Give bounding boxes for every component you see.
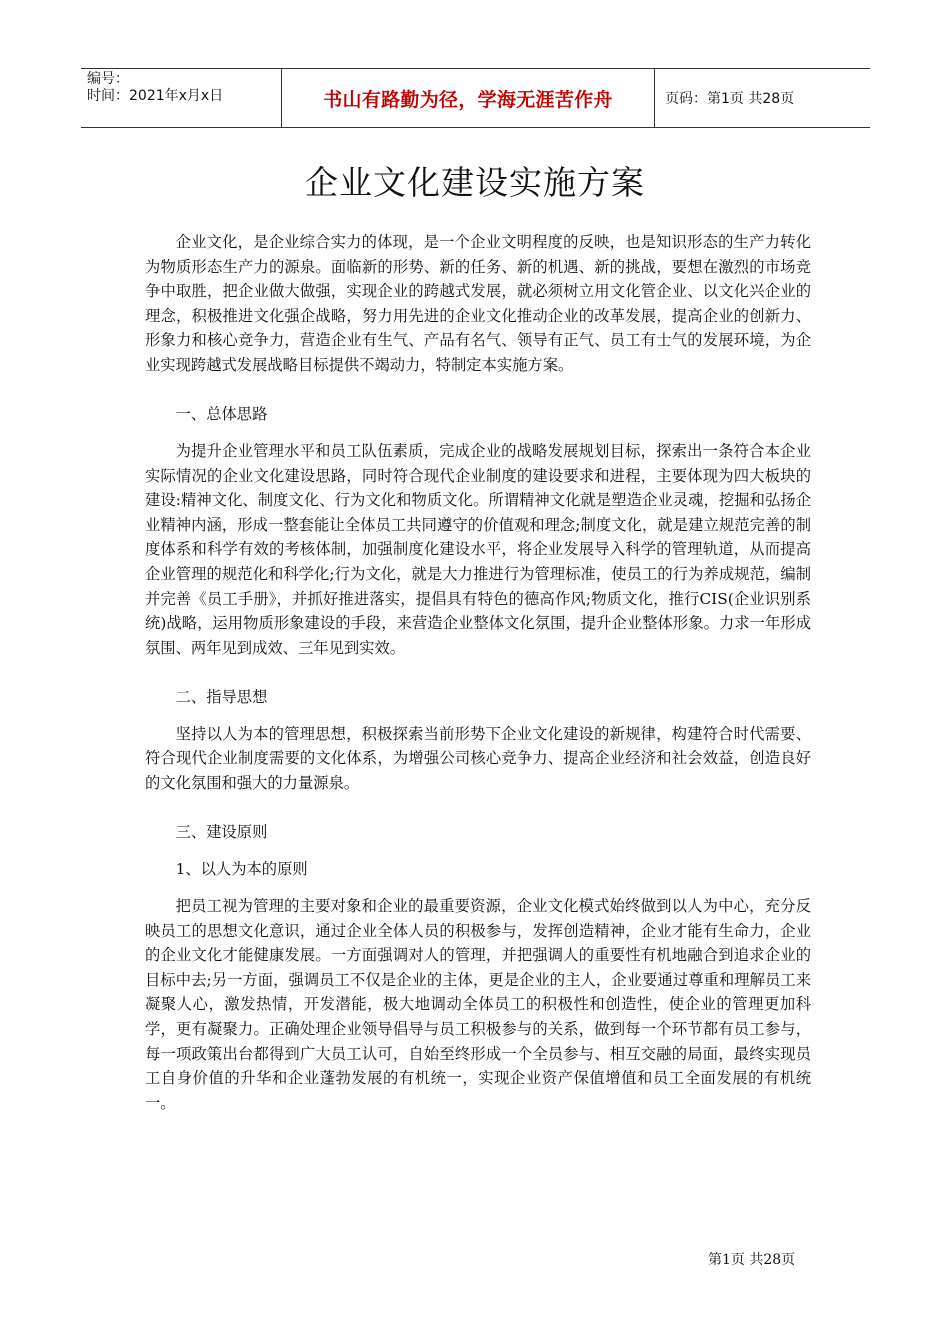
people-oriented-paragraph: 把员工视为管理的主要对象和企业的最重要资源，企业文化模式始终做到以人为中心，充分反映员工的思想文化意识，通过企业全体人员的积极参与，发挥创造精神，企业才能有生命力，企业的企业文化才能健康发展。一方面强调对人的管理，并把强调人的重要性有机地融合到追求企业的目标中去;另一方面，强调员工不仅是企业的主体，更是企业的主人，企业要通过尊重和理解员工来凝聚人心，激发热情，开发潜能，极大地调动全体员工的积极性和创造性，使企业的管理更加科学，更有凝聚力。正确处理企业领导倡导与员工积极参与的关系，做到每一个环节都有员工参与，每一项政策出台都得到广大员工认可，自始至终形成一个全员参与、相互交融的局面，最终实现员工自身价值的升华和企业蓬勃发展的有机统一，实现企业资产保值增值和员工全面发展的有机统一。 (145, 897, 811, 1112)
intro-paragraph: 企业文化，是企业综合实力的体现，是一个企业文明程度的反映，也是知识形态的生产力转化为物质形态生产力的源泉。面临新的形势、新的任务、新的机遇、新的挑战，要想在激烈的市场竞争中取胜，把企业做大做强，实现企业的跨越式发展，就必须树立用文化管企业、以文化兴企业的理念，积极推进文化强企战略，努力用先进的企业文化推动企业的改革发展，提高企业的创新力、形象力和核心竞争力，营造企业有生气、产品有名气、领导有正气、员工有士气的发展环境，为企业实现跨越式发展战略目标提供不竭动力，特制定本实施方案。 (145, 233, 811, 374)
header-motto: 书山有路勤为径，学海无涯苦作舟 (282, 69, 655, 127)
overall-approach-paragraph: 为提升企业管理水平和员工队伍素质，完成企业的战略发展规划目标，探索出一条符合本企业实际情况的企业文化建设思路，同时符合现代企业制度的建设要求和进程，主要体现为四大板块的建设:精神文化、制度文化、行为文化和物质文化。所谓精神文化就是塑造企业灵魂，挖掘和弘扬企业精神内涵，形成一整套能让全体员工共同遵守的价值观和理念;制度文化，就是建立规范完善的制度体系和科学有效的考核体制，加强制度化建设水平，将企业发展导入科学的管理轨道，从而提高企业管理的规范化和科学化;行为文化，就是大力推进行为管理标准，使员工的行为养成规范，编制并完善《员工手册》，并抓好推进落实，提倡具有特色的德高作风;物质文化，推行CIS(企业识别系统)战略，运用物质形象建设的手段，来营造企业整体文化氛围，提升企业整体形象。力求一年形成氛围、两年见到成效、三年见到实效。 (145, 442, 811, 657)
section-heading-overall-approach: 一、总体思路 (175, 405, 268, 424)
serial-number-label: 编号： (87, 71, 129, 87)
page-footer-number: 第1页 共28页 (708, 1252, 796, 1268)
section-heading-guiding-thought: 二、指导思想 (175, 687, 268, 706)
subsection-heading-people-oriented: 1、以人为本的原则 (175, 860, 308, 879)
page-header (81, 68, 870, 128)
section-heading-principles: 三、建设原则 (175, 823, 268, 842)
document-body (145, 230, 811, 1128)
guiding-thought-paragraph: 坚持以人为本的管理思想，积极探索当前形势下企业文化建设的新规律，构建符合时代需要、符合现代企业制度需要的文化体系，为增强公司核心竞争力、提高企业经济和社会效益，创造良好的文化氛围和强大的力量源泉。 (145, 724, 811, 793)
header-meta-cell (81, 69, 282, 127)
header-page-code: 页码：第1页 共28页 (665, 91, 795, 107)
document-title: 企业文化建设实施方案 (305, 163, 645, 202)
date-label: 时间：2021年x月x日 (87, 88, 224, 104)
